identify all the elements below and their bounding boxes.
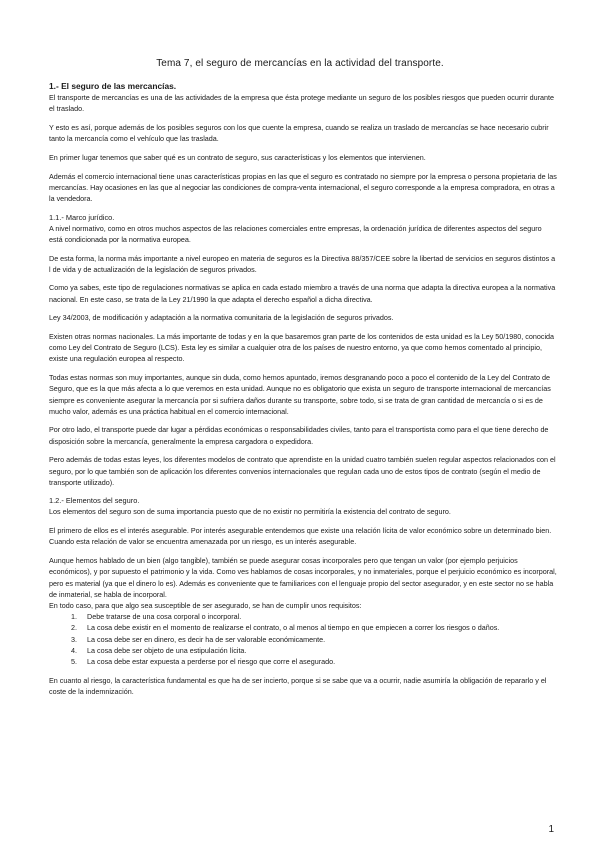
section-1-2-heading: 1.2.- Elementos del seguro. (49, 496, 140, 506)
paragraph: Pero además de todas estas leyes, los diferentes modelos de contrato que aprendiste en la unidad cuatro también suelen regular aspectos relacionados con el seguro, por lo que también son de aplicación los diferentes convenios internacionales que regulan cada uno de estos tipos de contrato (según el medio de transporte utilizado). (49, 455, 556, 487)
paragraph: Como ya sabes, este tipo de regulaciones normativas se aplica en cada estado miembro a través de una norma que adapta la directiva europea a la normativa nacional. En este caso, se trata de la Ley 21/1990 la que adapta el derecho español a dicha directiva. (49, 283, 556, 304)
document-title: Tema 7, el seguro de mercancías en la actividad del transporte. (156, 58, 444, 69)
paragraph: El primero de ellos es el interés asegurable. Por interés asegurable entendemos que existe una relación lícita de valor económico sobre un determinado bien. Cuando esta relación de valor se encuentra amenazada por un riesgo, es un interés asegurable. (49, 526, 552, 547)
paragraph: Ley 34/2003, de modificación y adaptación a la normativa comunitaria de la legislación de seguros privados. (49, 313, 394, 323)
list-number: 4. (71, 645, 77, 655)
paragraph: Todas estas normas son muy importantes, aunque sin duda, como hemos apuntado, iremos desgranando poco a poco el contenido de la Ley del Contrato de Seguro, que es la que más afecta a lo que veremos en esta unidad. Aunque no es obligatorio que exista un seguro de transporte internacional de mercancías siempre es conveniente asegurar la mercancía por si sufriera daños durante su transporte, sobre todo, si se trata de gran cantidad de mercancía o si es de mucho valor, además es una práctica habitual en el comercio internacional. (49, 373, 551, 416)
list-text: La cosa debe existir en el momento de realizarse el contrato, o al menos al tiempo en que empiecen a correr los riesgos o daños. (87, 623, 500, 633)
list-text: La cosa debe ser objeto de una estipulación lícita. (87, 645, 247, 655)
paragraph: De esta forma, la norma más importante a nivel europeo en materia de seguros es la Directiva 88/357/CEE sobre la libertad de servicios en seguros distintos a l de vida y de actualización de la legislación de seguros privados. (49, 253, 556, 274)
paragraph: En primer lugar tenemos que saber qué es un contrato de seguro, sus características y los elementos que intervienen. (49, 152, 426, 162)
paragraph: En cuanto al riesgo, la característica fundamental es que ha de ser incierto, porque si se sabe que va a ocurrir, nadie asumiría la obligación de repararlo y el coste de la indemnización. (49, 676, 547, 697)
paragraph: Y esto es así, porque además de los posibles seguros con los que cuente la empresa, cuando se realiza un traslado de mercancías se hace necesario cubrir tanto la mercancía como el vehículo que las traslada. (49, 122, 549, 144)
requirements-list (49, 611, 557, 667)
paragraph: Los elementos del seguro son de suma importancia puesto que de no existir no permitiría la existencia del contrato de seguro. (49, 507, 451, 517)
paragraph: A nivel normativo, como en otros muchos aspectos de las relaciones comerciales entre empresas, la ordenación jurídica de diferentes aspectos del seguro está condicionada por la normativa europea. (49, 223, 542, 244)
document-body (49, 81, 557, 705)
list-number: 5. (71, 656, 77, 666)
list-number: 1. (71, 612, 77, 622)
list-item (49, 656, 557, 667)
list-number: 2. (71, 623, 77, 633)
list-number: 3. (71, 634, 77, 644)
list-text: La cosa debe estar expuesta a perderse por el riesgo que corre el asegurado. (87, 656, 336, 666)
list-item (49, 611, 557, 622)
paragraph: Además el comercio internacional tiene unas características propias en las que el seguro es contratado no siempre por la empresa o persona propietaria de las mercancías. Hay ocasiones en las que al negociar las condiciones de compra-venta internacional, el seguro corresponde a la empresa compradora, en otras a la vendedora. (49, 171, 557, 203)
paragraph: Por otro lado, el transporte puede dar lugar a pérdidas económicas o responsabilidades civiles, tanto para el transportista como para el que tiene derecho de disposición sobre la mercancía, generalmente la empresa cargadora o expedidora. (49, 425, 549, 446)
section-1-1-heading: 1.1.- Marco jurídico. (49, 212, 115, 222)
list-text: Debe tratarse de una cosa corporal o incorporal. (87, 612, 242, 622)
page-number: 1 (548, 824, 554, 835)
paragraph: Aunque hemos hablado de un bien (algo tangible), también se puede asegurar cosas incorporales pero que tengan un valor (por ejemplo perjuicios económicos), y por supuesto el patrimonio y la vida. Como ves hablamos de cosas incorporales, y no inmateriales, porque el perjuicio económico es incorporal, pero es material (ya que el dinero lo es). Además es conveniente que te familiarices con el lenguaje propio del sector asegurador, y en este sector no se habla de inmaterial, se habla de incorporal. (49, 556, 557, 599)
paragraph: Existen otras normas nacionales. La más importante de todas y en la que basaremos gran parte de los contenidos de esta unidad es la Ley 50/1980, conocida como Ley del Contrato de Seguro (LCS). Esta ley es similar a cualquier otra de los países de nuestro entorno, ya que como hemos comentado al principio, existe una regulación europea al respecto. (49, 332, 555, 364)
list-text: La cosa debe ser en dinero, es decir ha de ser valorable económicamente. (87, 634, 326, 644)
list-intro: En todo caso, para que algo sea susceptible de ser asegurado, se han de cumplir unos requisitos: (49, 600, 362, 610)
section-1-heading: 1.- El seguro de las mercancías. (49, 81, 177, 91)
paragraph: El transporte de mercancías es una de las actividades de la empresa que ésta protege mediante un seguro de los posibles riesgos que pueden ocurrir durante el traslado. (49, 93, 555, 114)
list-item (49, 645, 557, 656)
list-item (49, 622, 557, 633)
list-item (49, 634, 557, 645)
